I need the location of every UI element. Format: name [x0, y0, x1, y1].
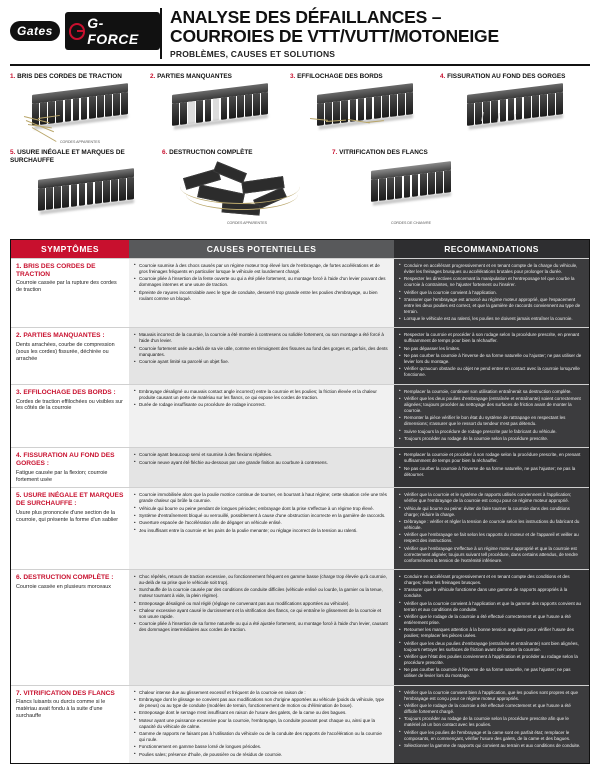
gforce-label: G-FORCE [87, 15, 139, 47]
list-item: • Conduire en accélérant progressivement et en tenant compte des conditions et des charges; éviter les freinages brusques. [399, 574, 584, 586]
figure-1-caption [10, 73, 150, 81]
figure-4-label: FISSURATION AU FOND DES GORGES [447, 72, 566, 80]
row-2-symptom [11, 328, 129, 383]
figure-4-art [440, 82, 590, 144]
table-row [11, 384, 589, 448]
figure-1-label: BRIS DES CORDES DE TRACTION [17, 72, 122, 80]
list-item: • Vérifier que la courroie convient bien à l'application, que les poulies sont propres et que l'embrayage est conçu pour ce régime moteur appropriés. [399, 690, 584, 702]
figures-row-2 [10, 149, 590, 232]
figure-7-caption [332, 149, 490, 157]
list-item: • Mauvais incorrect de la courroie, la courroie a été montée à contresens ou solidée fortement, ou son montage a été forcé à l'aide d'un levier. [134, 332, 389, 344]
list-item: • Choc répétés, retours de traction excessive, ou fonctionnement fréquent en gamme basse (charge trop élevée qu'à courroie, au-delà de sa prise que le véhicule soit trop). [134, 574, 389, 586]
list-item: • Courroie pliée à l'insertion de sa forme naturelle ou qui a été ajustée fortement, ou montage forcé à l'aide d'un levier, causant des dommages intermédiaires aux cordes de traction. [134, 621, 389, 633]
figure-3 [290, 73, 440, 145]
figure-4 [440, 73, 590, 145]
list-item: • Vérifier que les deux poulies d'embrayage (entraînée et entraînante) soient correctement alignées; toujours procéder au nettoyage des surfaces de friction avant de monter la courroie. [399, 396, 584, 414]
list-item: • Chaleur excessive ayant causé le durcissement et la vitrification des flancs, ce qui entraîne le glissement de la courroie et son usure rapide. [134, 608, 389, 620]
brand-logo [10, 8, 160, 50]
row-6-causes [129, 570, 394, 685]
gates-wordmark: Gates [10, 21, 60, 41]
header-causes: CAUSES POTENTIELLES [129, 240, 394, 258]
list-item: • Courroie fortement usée au-delà de sa vie utile, comme en témoignent des fissures au fond des gorges et, parfois, des dents manquantes. [134, 346, 389, 358]
figure-7-art [332, 159, 490, 225]
header-recommendations: RECOMMANDATIONS [394, 240, 589, 258]
figure-3-caption [290, 73, 440, 81]
row-1-causes [129, 259, 394, 328]
list-item: • Courroie pliée à l'insertion de la fente ouverte ou qui a été pliée fortement, ou montage forcé à l'aide d'un levier pouvant des dommages internes et une usure de traction. [134, 276, 389, 288]
table-row [11, 487, 589, 569]
figure-6-number: 6. [162, 149, 168, 157]
list-item: • Vérifier que les poulies de l'embrayage et la came sont en parfait état; remplacer le composants, en commençant, vérifier l'usure des galets, de la came et des bagues. [399, 730, 584, 742]
list-item: • Poulies sales; présence d'huile, de poussière ou de résidus de courroie. [134, 752, 389, 758]
table-row [11, 685, 589, 763]
row-1-desc: Courroie cassée par la rupture des cordes de traction [16, 280, 117, 294]
row-3-desc: Cordes de traction effilochées ou visibles sur les côtés de la courroie [16, 398, 123, 412]
table-row [11, 258, 589, 328]
table-header-row [11, 240, 589, 258]
figure-7-number: 7. [332, 149, 338, 157]
title-line-1: ANALYSE DES DÉFAILLANCES – [170, 7, 442, 27]
figure-7 [332, 149, 490, 232]
row-6-desc: Courroie cassée en plusieurs morceaux [16, 583, 111, 590]
row-5-title: 5. USURE INÉGALE ET MARQUES DE SURCHAUFFE : [16, 492, 124, 508]
figure-6-note: CORDES APPARENTES [226, 221, 268, 226]
row-3-title: 3. EFFILOCHAGE DES BORDS : [16, 388, 116, 396]
list-item: • Entreposage désaligné ou mal réglé (réglage ne convenant pas aux modifications apportées au véhicule). [134, 601, 389, 607]
list-item: • Remplacer la courroie et procéder à son rodage selon la procédure prescrite, en prenant suffisamment de temps pour bien la réchauffer. [399, 452, 584, 464]
list-item: • Vérifier que le rodage de la courroie a été effectué correctement et que l'usure a été difficile fortement chargé. [399, 703, 584, 715]
failure-analysis-table [10, 239, 590, 764]
list-item: • S'assurer que le véhicule fonctionne dans une gamme de rapports appropriés à la conduite. [399, 587, 584, 599]
list-item: • Embrayage dont le glissage ne convient pas aux modifications non d'origine apportées au véhicule (poids du véhicule, type de pneus) ou au type de conduite (modèles de terrain, fonctionnement de motion ou d'élimination de boue). [134, 697, 389, 709]
list-item: • Toujours procéder au rodage de la courroie selon la procédure prescrite afin que le matériel ait un bon contact avec les poulies. [399, 716, 584, 728]
row-4-causes [129, 448, 394, 487]
list-item: • Embrayage désaligné ou mauvais contact angle incorrect) entre la courroie et les poulies; la friction élevée et la chaleur produite causant un perte de matériau sur les flancs, ce qui expose les cordes de traction. [134, 389, 389, 401]
header-symptoms: SYMPTÔMES [11, 240, 129, 258]
list-item: • Ne pas courber la courroie à l'inverse de sa forme naturelle, ne pas l'ajuster; ne pas la détourner. [399, 466, 584, 478]
list-item: • Sélectionner la gamme de rapports qui convient au terrain et aux conditions de conduite. [399, 743, 584, 749]
figures-row-1 [10, 73, 590, 145]
figure-2-number: 2. [150, 72, 156, 80]
figure-1-number: 1. [10, 72, 16, 80]
belt-illustration [38, 168, 134, 214]
list-item: • Remplacer la courroie, continuer son utilisation entraînerait sa destruction complète. [399, 389, 584, 395]
list-item: • Ouverture espacée de l'accélération afin de dégager un véhicule enlisé. [134, 520, 389, 526]
list-item: • Ne pas courber la courroie à l'inverse de sa forme naturelle ou l'ajuster; ne pas utiliser de levier lors du montage. [399, 353, 584, 365]
row-5-desc: Usure plus prononcée d'une section de la courroie, qui présente la forme d'un sablier [16, 509, 119, 523]
belt-illustration [172, 84, 268, 130]
row-4-title: 4. FISSURATION AU FOND DES GORGES : [16, 452, 115, 468]
figure-6-art [162, 159, 332, 225]
row-7-desc: Flancs luisants ou durcis comme si le matériau avait fondu à la suite d'une surchauffe [16, 699, 106, 719]
row-7-title: 7. VITRIFICATION DES FLANCS [16, 689, 115, 697]
list-item: • Chaleur intense due au glissement excessif et fréquent de la courroie en raison de : [134, 690, 389, 696]
list-item: • Retourner les marques attention à la bonne tension angulaire pour vérifier l'usure des poulies; remplacer les pièces usées. [399, 627, 584, 639]
figure-3-label: EFFILOCHAGE DES BORDS [297, 72, 383, 80]
list-item: • Vérifier que la courroie et le système de rapports utilisés conviennent à l'application; vérifier que l'embrayage de la courroie est conçu pour ce régime moteur approprié. [399, 492, 584, 504]
list-item: • Durée de rodage insuffisante ou procédure de rodage incorrect. [134, 402, 389, 408]
table-row [11, 327, 589, 383]
list-item: • Vérifier qu'aucun obstacle ou objet ne pend entrer en contact avec la courroie lorsqu'elle fonctionne. [399, 366, 584, 378]
figure-3-number: 3. [290, 72, 296, 80]
list-item: • Système d'entraînement bloqué ou verrouillé, possiblement à cause d'une obstruction incorrecte en la garnière de raccords. [134, 513, 389, 519]
row-2-title: 2. PARTIES MANQUANTES : [16, 332, 105, 340]
list-item: • Débrayage : vérifier et régler la tension de courroie selon les instructions du fabricant du véhicule. [399, 519, 584, 531]
figure-5-number: 5. [10, 149, 16, 157]
row-5-symptom [11, 488, 129, 569]
figure-4-caption [440, 73, 590, 81]
row-2-recommendations [394, 328, 589, 383]
table-row [11, 447, 589, 487]
row-7-recommendations [394, 686, 589, 763]
table-row [11, 569, 589, 685]
figure-5-caption [10, 149, 162, 164]
list-item: • Véhicule qui bourre ou peine pendant de longues périodes; embrayage dont la prise s'effectue à un régime trop élevé. [134, 506, 389, 512]
list-item: • Gamme de rapports ne faisant pas à l'utilisation du véhicule ou de la conduite des rapports de l'accélération ou la courroie qui roule. [134, 731, 389, 743]
figure-2-art [150, 82, 290, 144]
row-1-title: 1. BRIS DES CORDES DE TRACTION [16, 262, 96, 278]
row-7-causes [129, 686, 394, 763]
list-item: • Véhicule qui bourre ou peine: éviter de faire tourner la courroie dans des conditions charge; réduire la charge. [399, 506, 584, 518]
figure-6-label: DESTRUCTION COMPLÈTE [169, 149, 253, 157]
list-item: • Jeu insuffisant entre la courroie et les pairs de la poulie menante; ou réglage incorrect de la tension au ralenti. [134, 528, 389, 534]
page-title [160, 8, 590, 59]
frayed-cords-icon [24, 114, 84, 132]
row-2-causes [129, 328, 394, 383]
edge-fray-icon [310, 118, 390, 128]
list-item: • Respecter les directives concernant la manipulation et l'entreposage tel que courbe la courroie à contraintes, ne l'ajuster fortement ou l'insérer. [399, 276, 584, 288]
figure-2-caption [150, 73, 290, 81]
row-6-recommendations [394, 570, 589, 685]
list-item: • Courroie immobilisée alors que la poulie motrice continue de tourner, en bourrant à haut régime; cette situation crée une très grande chaleur qui brûle la courroie. [134, 492, 389, 504]
figure-2-label: PARTIES MANQUANTES [157, 72, 232, 80]
page-header [10, 8, 590, 66]
belt-illustration [371, 161, 451, 205]
figure-6 [162, 149, 332, 232]
list-item: • Ne pas dépasser les limites. [399, 346, 584, 352]
figure-1 [10, 73, 150, 145]
figure-1-art [10, 82, 150, 144]
figures-section [10, 73, 590, 233]
list-item: • Courroie ayant limité sa parcelé un objet fixe. [134, 359, 389, 365]
list-item: • Surchauffe de la courroie causée par des conditions de conduite difficiles (véhicule enlisé ou lourde, la garnier ou la tenue, moteur tournant à vide, la plein régime). [134, 587, 389, 599]
row-1-symptom [11, 259, 129, 328]
list-item: • Vérifier que la courroie convient à l'application. [399, 290, 584, 296]
figure-7-note: CORDES DE CHANVRE [391, 221, 431, 226]
row-4-desc: Fatigue causée par la flexion; courroie fortement usée [16, 469, 108, 483]
figure-1-note: CORDES APPARENTES [59, 140, 101, 145]
list-item: • Vérifier que l'embrayage se fait selon les rapports du moteur et de l'appareil et veiller au respect des instructions. [399, 532, 584, 544]
list-item: • Vérifier que le rodage de la courroie a été effectué correctement et que l'usure a été entièrement prise. [399, 614, 584, 626]
row-6-symptom [11, 570, 129, 685]
list-item: • Épreinte de rayures incontrolable avec le type de conduite, desserré trop grande entre les poulies d'embrayage, ou bien roulant comme un bloqué. [134, 290, 389, 302]
list-item: • Toujours procéder au rodage de la courroie selon la procédure prescrite. [399, 436, 584, 442]
row-3-symptom [11, 385, 129, 448]
list-item: • S'assurer que l'embrayage est amorcé au régime moteur approprié, que l'espacement entre les deux poulies est correct, et que la garnière de raccords conviennent au type de terrain. [399, 297, 584, 315]
belt-illustration [467, 84, 563, 130]
row-3-causes [129, 385, 394, 448]
list-item: • Fonctionnement en gamme basse lorsé de longues périodes. [134, 744, 389, 750]
figure-5-art [10, 167, 162, 233]
page-subtitle: PROBLÈMES, CAUSES ET SOLUTIONS [170, 48, 336, 59]
row-5-causes [129, 488, 394, 569]
row-5-recommendations [394, 488, 589, 569]
row-2-desc: Dents arrachées, courbe de compression (sous les cordes) fissurée, déchirée ou arrachée [16, 342, 115, 362]
list-item: • Courroie soumise à des chocs causés par un régime moteur trop élevé lors de l'embrayage, de fortes accélérations et de gros freinages fréquents en particulier lorsque le véhicule est lourdement chargé. [134, 263, 389, 275]
list-item: • Vérifier que l'état des poulies conviennent à l'application et procéder au rodage selon la procédure prescrite. [399, 654, 584, 666]
list-item: • Vérifier que l'embrayage s'effectue à un régime moteur approprié et que la courroie est correctement alignée; toujours suivant tell procédure, dans certains attendus, de tendre conformément la tension de l'extrémité inférieure. [399, 546, 584, 564]
list-item: • Suivre toujours la procédure de rodage prescrite par le fabricant du véhicule. [399, 429, 584, 435]
row-7-symptom [11, 686, 129, 763]
list-item: • Vérifier que les deux poulies d'embrayage (entraînée et entraînante) sont bien alignées, toujours nettoyer les surfaces de friction avant de monter la courroie. [399, 641, 584, 653]
list-item: • Lorsque le véhicule est au ralenti, les poulies ne doivent jamais entraîner la courroie. [399, 316, 584, 322]
list-item: • Moteur ayant une puissance excessive pour la courroie, l'embrayage, la conduite pouvant peut chaque ou, ainsi que la capacité du véhicule de calme. [134, 718, 389, 730]
list-item: • Entreposage dont le serrage n'est insuffisant en raison de l'usure des galets, de la came ou des bagues. [134, 710, 389, 716]
row-3-recommendations [394, 385, 589, 448]
figure-7-label: VITRIFICATION DES FLANCS [339, 149, 428, 157]
list-item: • Conduire en accélérant progressivement et en tenant compte de la charge du véhicule, éviter les freinages brusques ou accélérations brutales pour prolonger la durée. [399, 263, 584, 275]
list-item: • Ne pas courber la courroie à l'inverse de sa forme naturelle, ne pas l'ajuster; ne pas utiliser de levier lors du montage. [399, 667, 584, 679]
title-line-2: COURROIES DE VTT/VUTT/MOTONEIGE [170, 25, 499, 46]
row-4-symptom [11, 448, 129, 487]
figure-2 [150, 73, 290, 145]
row-4-recommendations [394, 448, 589, 487]
list-item: • Remonter la pièce vérifier le bon état du système de rattrapage en respectant les dimensions; s'assurer que le ressort du tendeur n'est pas détendu. [399, 415, 584, 427]
row-1-recommendations [394, 259, 589, 328]
figure-5-label: USURE INÉGALE ET MARQUES DE SURCHAUFFE [10, 149, 125, 165]
gforce-circle-icon [69, 23, 85, 40]
figure-3-art [290, 82, 440, 144]
list-item: • Respecter la courroie et procéder à son rodage selon la procédure prescrite, en prenant suffisamment de temps pour bien la réchauffer. [399, 332, 584, 344]
list-item: • Vérifier que la courroie convient à l'application et que la gamme des rapports convient au terrain et aux conditions de conduite. [399, 601, 584, 613]
row-6-title: 6. DESTRUCTION COMPLÈTE : [16, 574, 114, 582]
figure-4-number: 4. [440, 72, 446, 80]
figure-6-caption [162, 149, 332, 157]
list-item: • Courroie neuve ayant été fléchie au-dessous par une grande finition au courbure à contresens. [134, 460, 389, 466]
gforce-logo [65, 12, 160, 50]
figure-5 [10, 149, 162, 232]
list-item: • Courroie ayant beaucoup servi et soumise à des flexions répétées. [134, 452, 389, 458]
